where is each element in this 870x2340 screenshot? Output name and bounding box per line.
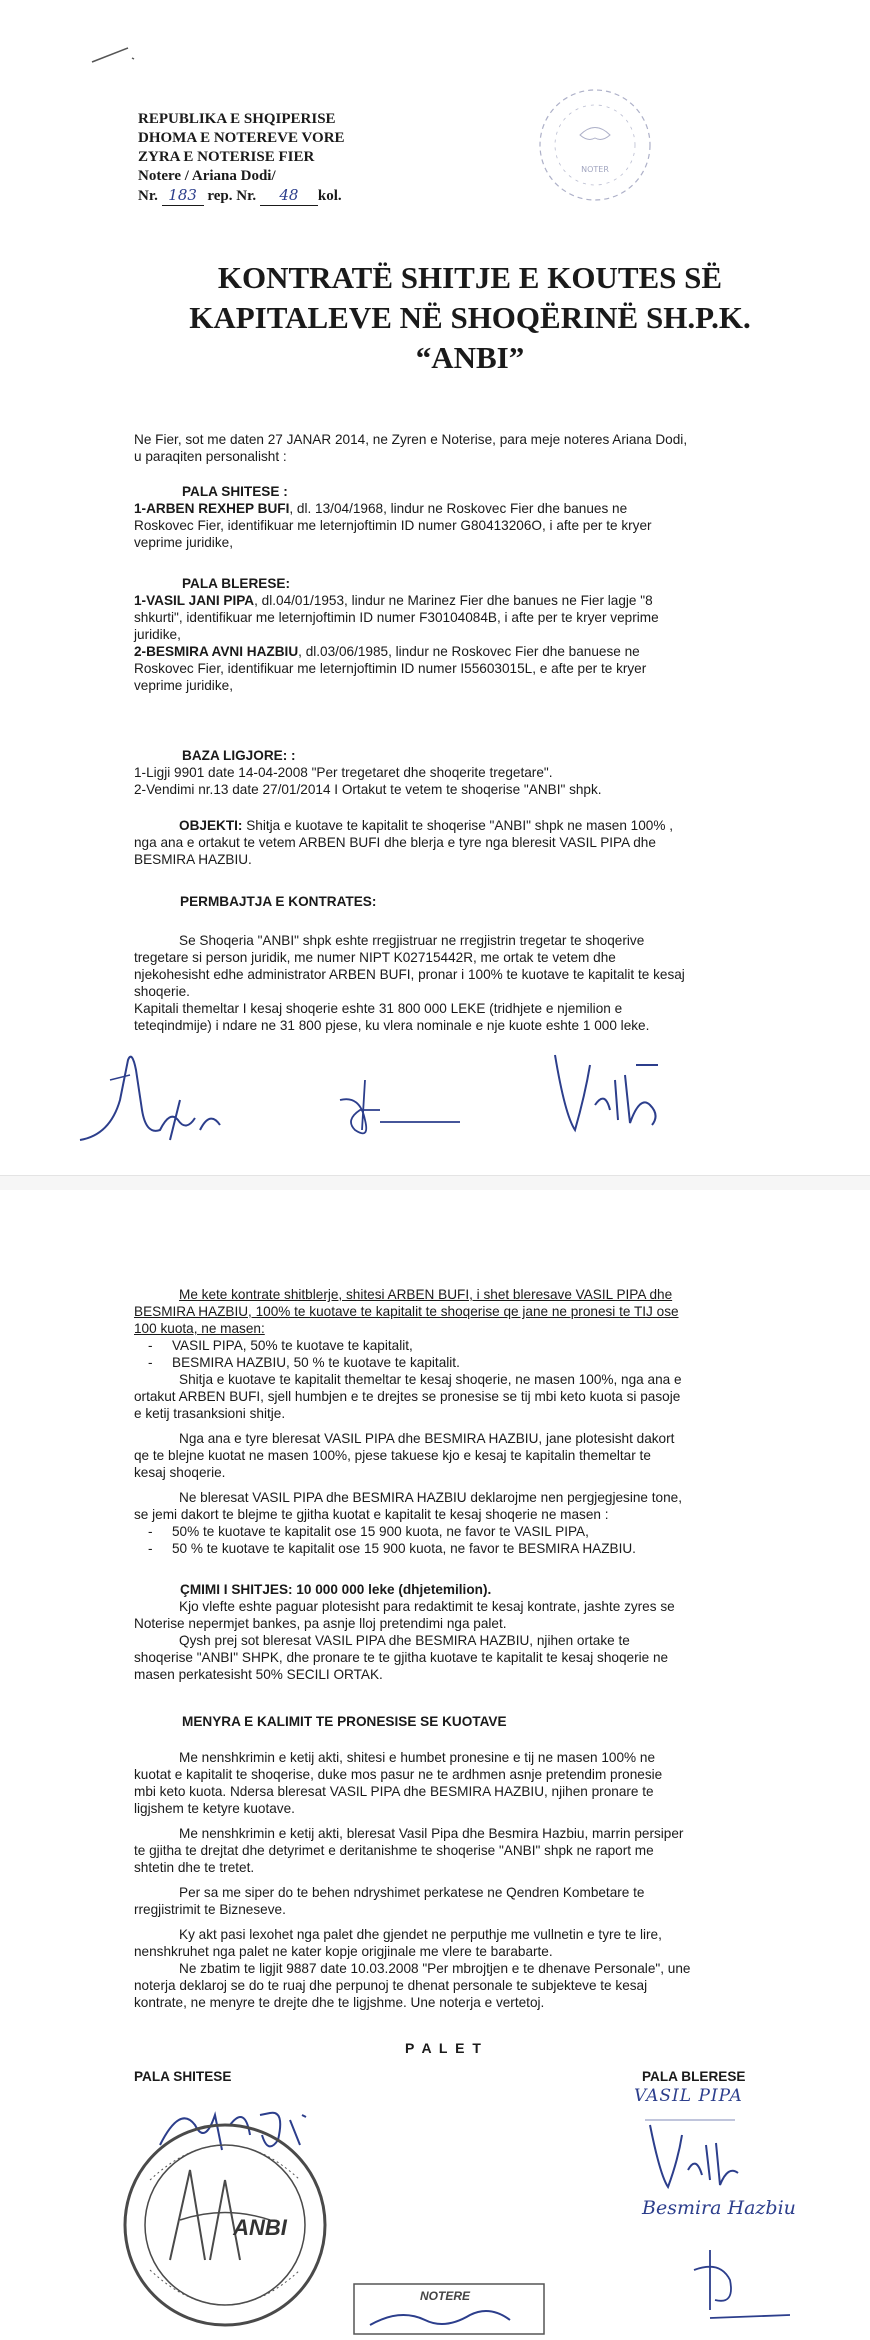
header-line-notary: Notere / Ariana Dodi/ [138,168,276,184]
quota-vasil: - VASIL PIPA, 50% te kuotave te kapitalit, [134,1337,814,1354]
parties-heading: P A L E T [405,2040,483,2056]
legal-basis-list: 1-Ligji 9901 date 14-04-2008 "Per tregetaret dhe shoqerite tregetare". 2-Vendimi nr.13 date 27/01/2014 I Ortakut te vetem te shoqerise "ANBI" shpk. [134,765,602,797]
header-line-chamber: DHOMA E NOTEREVE VORE [138,130,345,146]
buyer2-paragraph: 2-BESMIRA AVNI HAZBIU, dl.03/06/1985, lindur ne Roskovec Fier dhe banuese ne Roskovec Fier, identifikuar me leternjoftimin ID numer I55603015L, e afte per te kryer veprime juridike, [134,644,647,693]
buyer-heading: PALA BLERESE: [182,576,290,591]
title-line-2: KAPITALEVE NË SHOQËRINË SH.P.K. [189,300,751,335]
transfer-paragraph: Me kete kontrate shitblerje, shitesi ARBEN BUFI, i shet bleresave VASIL PIPA dhe BESMIRA HAZBIU, 100% te kuotave te kapitalit te shoqerise qe jane ne pronesi te TIJ ose 100 kuota, ne masen: - VASIL PIPA, 50% te kuotave te kapitalit, - BESMIRA HAZBIU, 50 % te kuotave te kapitalit. Shitja e kuotave te kapitalit themeltar te kesaj shoqerie, ne masen 100%, nga ana e ortakut ARBEN BUFI, sjell humbjen e te drejtes se pronesise se tij mbi keto kuota si pasoje e ketij trasanksioni shitje. Nga ana e tyre bleresat VASIL PIPA dhe BESMIRA HAZBIU, jane plotesisht dakort qe te blejne kuotat ne masen 100%, pjese takuese kjo e kesaj te kapitalin themeltar te kesaj shoqerie. Ne bleresat VASIL PIPA dhe BESMIRA HAZBIU deklarojme nen pergjegjesine tone, se jemi dakort te blejme te gjitha kuotat e kapitalit te kesaj shoqerie ne masen : - 50% te kuotave te kapitalit ose 15 900 kuota, ne favor te VASIL PIPA, - 50 % te kuotave te kapitalit ose 15 900 kuota, ne favor te BESMIRA HAZBIU. [134,1286,814,1557]
seller-party-label: PALA SHITESE [134,2069,232,2084]
sale-price: ÇMIMI I SHITJES: 10 000 000 leke (dhjetemilion). [180,1582,492,1597]
contents-heading: PERMBAJTJA E KONTRATES: [180,894,377,909]
document-title [130,258,810,378]
handwritten-vasil: VASIL PIPA [634,2086,743,2106]
quota-favor-vasil: - 50% te kuotave te kapitalit ose 15 900 kuota, ne favor te VASIL PIPA, [134,1523,814,1540]
title-line-3: “ANBI” [415,340,525,375]
seller-signature-p1 [50,1040,280,1160]
notary-header [138,110,345,206]
company-round-stamp [110,2110,340,2340]
document-page-2 [0,1190,870,2340]
seller-heading: PALA SHITESE : [182,484,288,499]
header-numbers: Nr. 183 rep. Nr. 48 kol. [138,186,342,204]
handwritten-besmira: Besmira Hazbiu [642,2197,796,2219]
svg-text:NOTERE: NOTERE [420,2289,471,2303]
seller-paragraph: 1-ARBEN REXHEP BUFI, dl. 13/04/1968, lindur ne Roskovec Fier dhe banues ne Roskovec Fier, identifikuar me leternjoftimin ID numer G80413206O, i afte per te kryer veprime juridike, [134,501,652,550]
notary-rect-stamp [350,2270,550,2340]
payment-paragraph: Kjo vlefte eshte paguar plotesisht para redaktimit te kesaj kontrate, jashte zyres se Noterise nepermjet bankes, pa asnje lloj pretendimi nga palet. Qysh prej sot bleresat VASIL PIPA dhe BESMIRA HAZBIU, njihen ortake te shoqerise "ANBI" SHPK, dhe pronare te te gjitha kuotave te kapitalit te kesaj shoqerie ne masen perkatesisht 50% SECILI ORTAK. [134,1599,675,1682]
contents-paragraph: Se Shoqeria "ANBI" shpk eshte rregjistruar ne rregjistrin tregetar te shoqerive tregetare si person juridik, me numer NIPT K02715442R, me ortak te vetem dhe njekohesisht edhe administrator ARBEN BUFI, pronar i 100% te kuotave te kapitalit te kesaj shoqerie. Kapitali themeltar I kesaj shoqerie eshte 31 800 000 LEKE (tridhjete e njemilion e teteqindmije) i ndare ne 31 800 pjese, ku vlera nominale e nje kuote eshte 1 000 leke. [134,933,685,1033]
rep-handwritten: 48 [260,186,318,206]
buyer2-signature-p2 [680,2230,800,2330]
svg-text:NOTER: NOTER [581,165,609,174]
buyer2-signature-p1 [320,1070,470,1150]
intro-paragraph: Ne Fier, sot me daten 27 JANAR 2014, ne Zyren e Noterise, para meje noteres Ariana Dodi, u paraqiten personalisht : [134,432,688,464]
svg-text:ANBI: ANBI [233,2215,287,2240]
buyer1-paragraph: 1-VASIL JANI PIPA, dl.04/01/1953, lindur ne Marinez Fier dhe banues ne Fier lagje "8 shkurti", identifikuar me leternjoftimin ID numer F30104084B, i afte per te kryer veprime juridike, [134,593,659,642]
legal-basis-heading: BAZA LIGJORE: : [182,748,296,763]
buyer-party-label: PALA BLERESE [642,2069,746,2084]
header-line-office: ZYRA E NOTERISE FIER [138,149,315,165]
title-line-1: KONTRATË SHITJE E KOUTES SË [217,260,723,295]
quota-besmira: - BESMIRA HAZBIU, 50 % te kuotave te kapitalit. [134,1354,814,1371]
quota-favor-besmira: - 50 % te kuotave te kapitalit ose 15 900 kuota, ne favor te BESMIRA HAZBIU. [134,1540,814,1557]
buyer1-signature-p1 [540,1035,680,1145]
transfer-method-heading: MENYRA E KALIMIT TE PRONESISE SE KUOTAVE [182,1714,507,1729]
header-line-republic: REPUBLIKA E SHQIPERISE [138,111,336,127]
nr-handwritten: 183 [162,186,204,206]
scan-mark [88,28,148,78]
buyer1-signature-p2 [640,2115,750,2195]
object-paragraph: OBJEKTI: Shitja e kuotave te kapitalit te shoqerise "ANBI" shpk ne masen 100% , nga ana e ortakut te vetem ARBEN BUFI dhe blerja e tyre nga bleresit VASIL PIPA dhe BESMIRA HAZBIU. [134,818,673,867]
notary-seal-stamp [530,80,660,210]
transfer-method-paragraphs: Me nenshkrimin e ketij akti, shitesi e humbet pronesine e tij ne masen 100% ne kuotat e kapitalit te shoqerise, duke mos pasur ne te ardhmen asnje pretendim pronesie mbi keto kuota. Ndersa bleresat VASIL PIPA dhe BESMIRA HAZBIU, njihen pronare te ligjshem te ketyre kuotave. Me nenshkrimin e ketij akti, bleresat Vasil Pipa dhe Besmira Hazbiu, marrin persiper te gjitha te drejtat dhe detyrimet e deritanishme te shoqerise "ANBI" shpk ne raport me shtetin dhe te tretet. Per sa me siper do te behen ndryshimet perkatese ne Qendren Kombetare te rregjistrimit te Bizneseve. Ky akt pasi lexohet nga palet dhe gjendet ne perputhje me vullnetin e tyre te lire, nenshkruhet nga palet ne kater kopje origjinale me vlere te barabarte. Ne zbatim te ligjit 9887 date 10.03.2008 "Per mbrojtjen e te dhenave Personale", une noterja deklaroj se do te ruaj dhe perpunoj te dhenat personale te subjekteve te kesaj kontrate, ne menyre te drejte dhe te ligjshme. Une noterja e vertetoj. [134,1750,691,2010]
